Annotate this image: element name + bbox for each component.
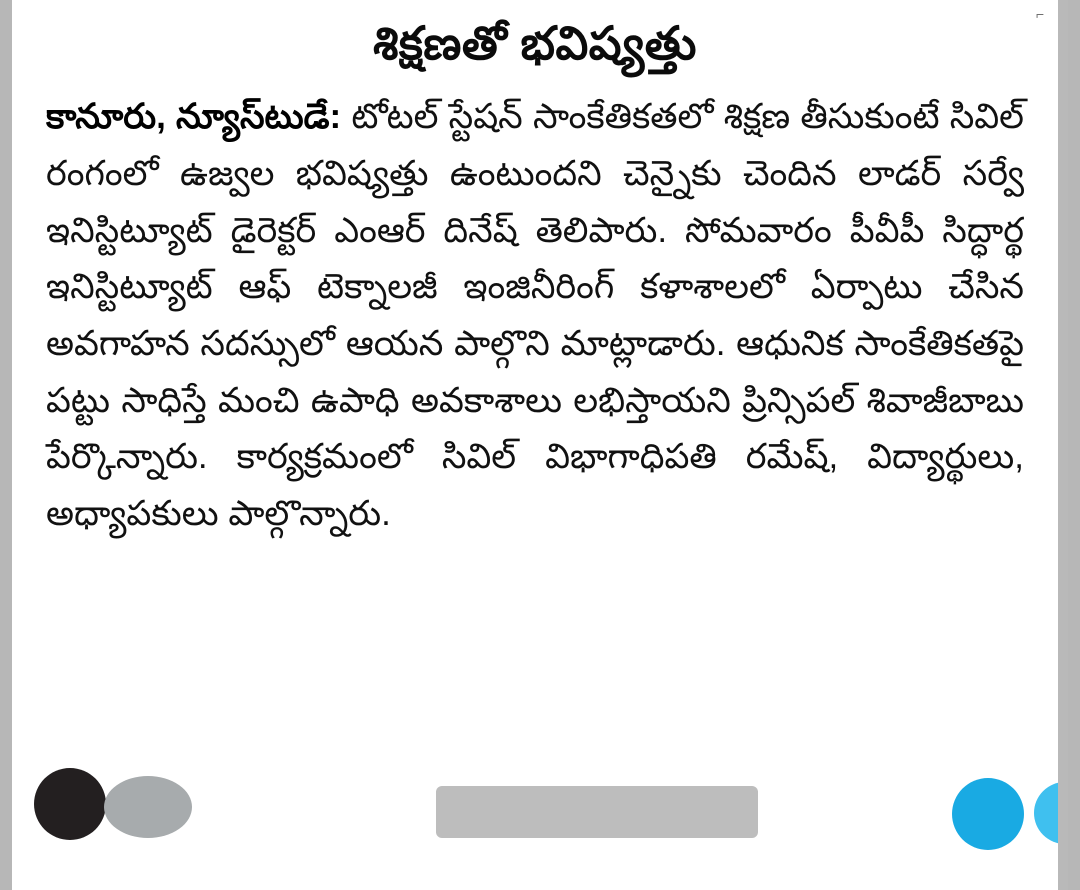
blue-circle-icon [952, 778, 1024, 850]
dark-circle-icon [34, 768, 106, 840]
article-paragraph [46, 89, 1024, 543]
newspaper-clipping [12, 0, 1058, 890]
left-edge-strip [0, 0, 12, 890]
grey-pill-shape [436, 786, 758, 838]
page-title: శిక్షణతో భవిష్యత్తు [373, 17, 697, 69]
corner-mark-icon: ⌐ [1036, 6, 1045, 22]
right-edge-strip [1068, 0, 1080, 890]
article-dateline: కానూరు, న్యూస్‌టుడే: [46, 97, 342, 137]
article-text: టోటల్ స్టేషన్ సాంకేతికతలో శిక్షణ తీసుకుంటే సివిల్ రంగంలో ఉజ్వల భవిష్యత్తు ఉంటుందని చెన్నైకు చెందిన లాడర్ సర్వే ఇనిస్టిట్యూట్ డైరెక్టర్ ఎంఆర్ దినేష్ తెలిపారు. సోమవారం పీవీపీ సిద్ధార్థ ఇనిస్టిట్యూట్ ఆఫ్ టెక్నాలజీ ఇంజినీరింగ్ కళాశాలలో ఏర్పాటు చేసిన అవగాహన సదస్సులో ఆయన పాల్గొని మాట్లాడారు. ఆధునిక సాంకేతికతపై పట్టు సాధిస్తే మంచి ఉపాధి అవకాశాలు లభిస్తాయని ప్రిన్సిపల్ శివాజీబాబు పేర్కొన్నారు. కార్యక్రమంలో సివిల్ విభాగాధిపతి రమేష్, విద్యార్థులు, అధ్యాపకులు పాల్గొన్నారు. [46, 97, 1024, 533]
grey-circle-icon [104, 776, 192, 838]
